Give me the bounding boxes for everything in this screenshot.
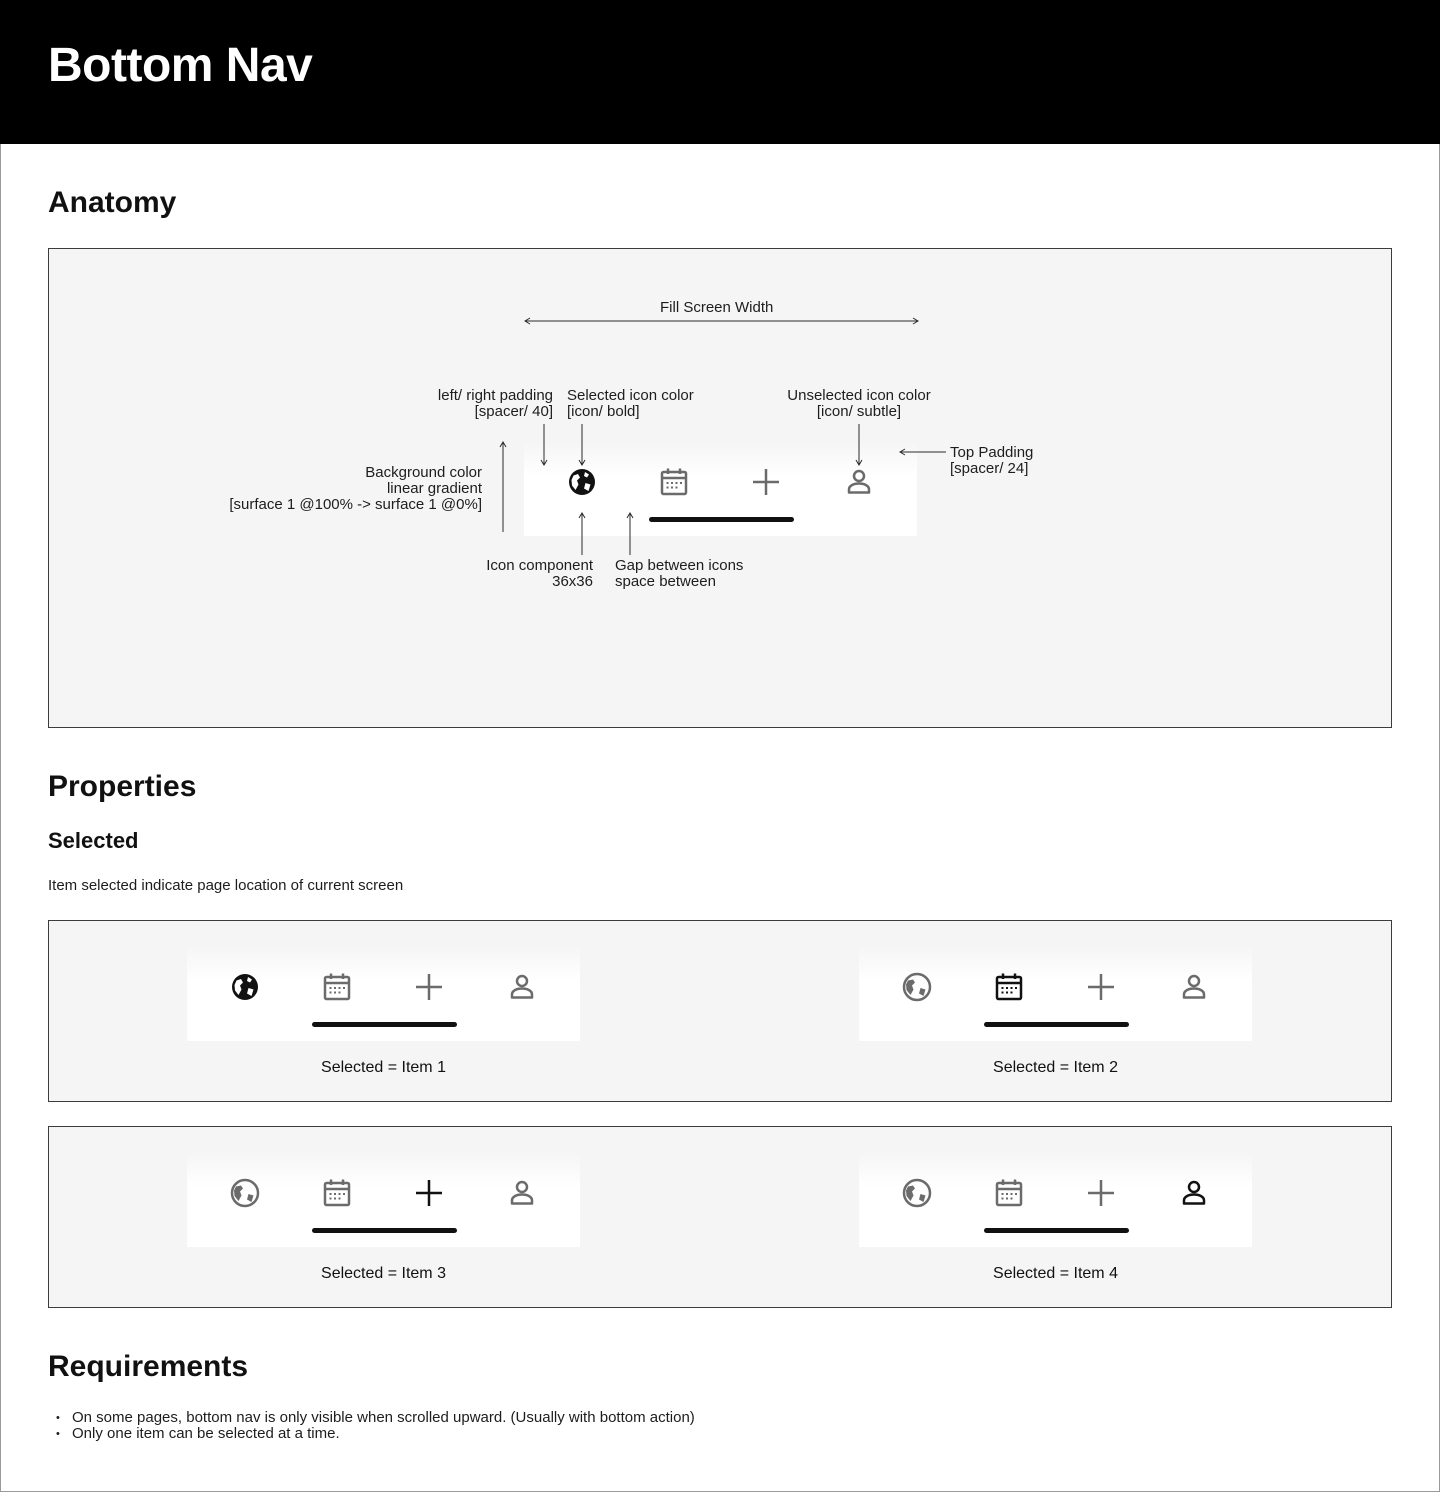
gap-label-line2: space between [615,573,716,590]
padding-label-line1: left/ right padding [437,387,553,404]
background-label-line1: Background color [365,464,482,481]
top-padding-label-line2: [spacer/ 24] [950,460,1029,477]
calendar-icon-svg [991,969,1027,1005]
icon-component-label-line1: Icon component [486,557,593,574]
person-icon[interactable] [1176,1175,1212,1211]
padding-label-line2: [spacer/ 40] [474,403,553,420]
plus-icon-svg [411,1175,447,1211]
requirements-list [56,1410,695,1442]
variants-panel-row2 [48,1126,1392,1308]
plus-icon-svg [1083,969,1119,1005]
calendar-icon[interactable] [319,969,355,1005]
plus-icon-svg [1083,1175,1119,1211]
plus-icon[interactable] [411,1175,447,1211]
requirement-item: • On some pages, bottom nav is only visible when scrolled upward. (Usually with bottom action) [56,1410,695,1426]
selected-subheading: Selected [48,828,139,853]
gap-label-line1: Gap between icons [615,557,744,574]
plus-icon[interactable] [1083,1175,1119,1211]
globe-icon-svg [899,969,935,1005]
plus-icon-svg [411,969,447,1005]
calendar-icon[interactable] [319,1175,355,1211]
variant-caption-item4: Selected = Item 4 [993,1265,1118,1282]
bottom-nav-variant-item2 [859,945,1252,1041]
calendar-icon-svg [319,1175,355,1211]
calendar-icon[interactable] [991,1175,1027,1211]
globe-icon[interactable] [227,1175,263,1211]
home-indicator [984,1228,1129,1233]
person-icon-svg [504,969,540,1005]
bottom-nav-variant-item1 [187,945,580,1041]
calendar-icon-svg [319,969,355,1005]
selected-description: Item selected indicate page location of current screen [48,877,404,894]
page-header [0,0,1440,144]
globe-icon[interactable] [227,969,263,1005]
unselected-color-label-line1: Unselected icon color [787,387,931,404]
person-icon-svg [1176,969,1212,1005]
globe-icon[interactable] [899,969,935,1005]
plus-icon[interactable] [1083,969,1119,1005]
calendar-icon[interactable] [991,969,1027,1005]
background-label-line3: [surface 1 @100% -> surface 1 @0%] [229,496,482,513]
variant-caption-item2: Selected = Item 2 [993,1059,1118,1076]
annotation-arrows [49,249,1391,727]
selected-color-label-line1: Selected icon color [567,387,694,404]
anatomy-heading: Anatomy [48,186,177,219]
top-padding-label-line1: Top Padding [950,444,1034,461]
person-icon-svg [1176,1175,1212,1211]
requirements-heading: Requirements [48,1350,249,1383]
unselected-color-label-line2: [icon/ subtle] [816,403,902,420]
home-indicator [984,1022,1129,1027]
globe-icon-svg [899,1175,935,1211]
home-indicator [312,1022,457,1027]
calendar-icon-svg [991,1175,1027,1211]
bottom-nav-variant-item4 [859,1151,1252,1247]
properties-heading: Properties [48,770,197,803]
page-title: Bottom Nav [48,39,313,92]
globe-icon-svg [227,1175,263,1211]
person-icon-svg [504,1175,540,1211]
person-icon[interactable] [504,1175,540,1211]
variant-caption-item3: Selected = Item 3 [321,1265,446,1282]
anatomy-panel [48,248,1392,728]
globe-icon[interactable] [899,1175,935,1211]
requirement-item: • Only one item can be selected at a time. [56,1426,695,1442]
background-label-line2: linear gradient [386,480,482,497]
bottom-nav-variant-item3 [187,1151,580,1247]
selected-color-label-line2: [icon/ bold] [567,403,640,420]
icon-component-label-line2: 36x36 [552,573,593,590]
person-icon[interactable] [1176,969,1212,1005]
globe-icon-svg [227,969,263,1005]
plus-icon[interactable] [411,969,447,1005]
variants-panel-row1 [48,920,1392,1102]
fill-width-label: Fill Screen Width [660,299,774,316]
variant-caption-item1: Selected = Item 1 [321,1059,446,1076]
home-indicator [312,1228,457,1233]
person-icon[interactable] [504,969,540,1005]
